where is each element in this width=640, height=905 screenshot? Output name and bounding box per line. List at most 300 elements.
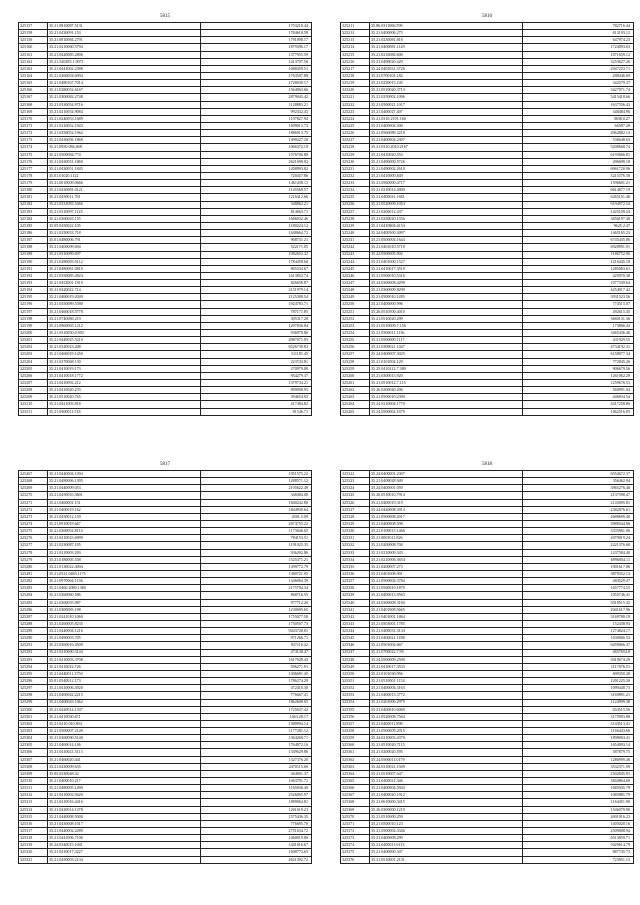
point-id-cell: 325281 xyxy=(19,570,48,577)
value-cell: 2151979.14 xyxy=(201,287,312,294)
coordinate-cell: 35.21.0500021.1017 xyxy=(370,101,523,108)
point-id-cell: 325286 xyxy=(19,606,48,613)
coordinate-cell: 35.21.0410017.3227 xyxy=(48,849,201,856)
point-id-cell: 325227 xyxy=(341,137,370,144)
value-cell: 826658.87 xyxy=(201,280,312,287)
coordinate-cell: 35.21.0510020.299 xyxy=(370,315,523,322)
value-cell: 1349629.80 xyxy=(201,749,312,756)
table-row xyxy=(19,620,312,627)
coordinate-cell: 35.21.0460001.151 xyxy=(48,499,201,506)
value-cell: 1753218.44 xyxy=(201,23,312,30)
table-row xyxy=(341,713,634,720)
value-cell: 1750507.73 xyxy=(201,620,312,627)
coordinate-cell: 35.24.0500002.1679 xyxy=(370,408,523,415)
value-cell: 968731.21 xyxy=(201,237,312,244)
coordinate-cell: 35.24.0400001.059 xyxy=(370,485,523,492)
point-id-cell: 325228 xyxy=(341,144,370,151)
table-row xyxy=(19,756,312,763)
point-id-cell: 325203 xyxy=(19,351,48,358)
table-row xyxy=(19,471,312,478)
value-cell: 1077339.64 xyxy=(523,280,634,287)
coordinate-cell: 35.21.0320023.208 xyxy=(48,344,201,351)
table-row xyxy=(19,585,312,592)
value-cell: 348484.96 xyxy=(523,108,634,115)
value-cell: 9443728.81 xyxy=(201,628,312,635)
value-cell: 1346064.39 xyxy=(201,578,312,585)
value-cell: 311181.45 xyxy=(201,351,312,358)
value-cell: 5415418.66 xyxy=(523,94,634,101)
point-id-cell: 325268 xyxy=(19,478,48,485)
value-cell: 305317.28 xyxy=(201,315,312,322)
coordinate-cell: 35.21.0500011.518 xyxy=(48,408,201,415)
table-row xyxy=(341,358,634,365)
table-row xyxy=(19,663,312,670)
coordinate-cell: 35.21.0331083.5466 xyxy=(48,201,201,208)
coordinate-cell: 35.21.0200012.437 xyxy=(370,208,523,215)
coordinate-cell: 35.21.0410092.212 xyxy=(48,380,201,387)
value-cell: 348862.21 xyxy=(201,201,312,208)
coordinate-cell: 35.21.0260016.4500 xyxy=(48,642,201,649)
value-cell: 613193.12 xyxy=(523,30,634,37)
value-cell: 6193666.81 xyxy=(523,151,634,158)
coordinate-cell: 35.21.0310050.0.903 xyxy=(48,330,201,337)
value-cell: 1259676.53 xyxy=(523,380,634,387)
value-cell: 3532371.99 xyxy=(523,763,634,770)
value-cell: 5018515.45 xyxy=(523,599,634,606)
coordinate-cell: 35.21.0330054.9716 xyxy=(48,101,201,108)
table-row xyxy=(19,265,312,272)
point-id-cell: 325335 xyxy=(341,563,370,570)
coordinate-cell: 35.21.0500008.2017 xyxy=(370,513,523,520)
value-cell: 1637556.43 xyxy=(523,101,634,108)
table-row xyxy=(19,380,312,387)
table-row xyxy=(341,528,634,535)
coordinate-cell: 35.21.0430091.153 xyxy=(48,30,201,37)
value-cell: 1889064.81 xyxy=(201,799,312,806)
value-cell: 1724093.63 xyxy=(523,44,634,51)
point-id-cell: 325220 xyxy=(341,87,370,94)
point-id-cell: 325349 xyxy=(341,663,370,670)
table-row xyxy=(19,492,312,499)
value-cell: 270979.80 xyxy=(201,365,312,372)
table-row xyxy=(19,237,312,244)
table-row xyxy=(341,806,634,813)
value-cell: 787171.85 xyxy=(201,308,312,315)
table-row xyxy=(19,649,312,656)
point-id-cell: 325207 xyxy=(19,380,48,387)
table-row xyxy=(19,792,312,799)
table-row xyxy=(19,351,312,358)
point-id-cell: 325217 xyxy=(341,65,370,72)
coordinate-cell: 35.21.0400004.2307 xyxy=(370,137,523,144)
coordinate-cell: 35.21.0400021.346 xyxy=(370,778,523,785)
coordinate-cell: 35.26.0510010.7914 xyxy=(370,492,523,499)
table-row xyxy=(341,294,634,301)
coordinate-cell: 35.01.0540012.173 xyxy=(48,678,201,685)
point-id-cell: 325364 xyxy=(341,770,370,777)
coordinate-cell: 35.21.0400011.6113 xyxy=(370,842,523,849)
coordinate-cell: 35.21.0450010.3601 xyxy=(48,492,201,499)
coordinate-cell: 35.21.0410006.4920 xyxy=(48,685,201,692)
table-row xyxy=(341,372,634,379)
value-cell: 1657774.55 xyxy=(523,585,634,592)
coordinate-cell: 35.21.0490003.705 xyxy=(48,635,201,642)
value-cell: 1286999.46 xyxy=(523,756,634,763)
point-id-cell: 325333 xyxy=(341,549,370,556)
table-row xyxy=(341,58,634,65)
point-id-cell: 325242 xyxy=(341,244,370,251)
point-id-cell: 325353 xyxy=(341,692,370,699)
coordinate-cell: 35.21.0480167.7014 xyxy=(48,80,201,87)
value-cell: 782716.44 xyxy=(523,23,634,30)
table-row xyxy=(19,394,312,401)
table-row xyxy=(341,265,634,272)
value-cell: 865334.67 xyxy=(201,265,312,272)
coordinate-cell: 35.21.0501004.667 xyxy=(370,642,523,649)
coordinate-cell: 35.21.0010009.0666 xyxy=(48,180,201,187)
point-id-cell: 325320 xyxy=(19,849,48,856)
point-id-cell: 325163 xyxy=(19,65,48,72)
coordinate-cell: 35.21.0401001.1864 xyxy=(370,613,523,620)
value-cell: 6961720.96 xyxy=(523,165,634,172)
point-id-cell: 325245 xyxy=(341,265,370,272)
point-id-cell: 325374 xyxy=(341,842,370,849)
table-row xyxy=(19,365,312,372)
point-id-cell: 325210 xyxy=(19,401,48,408)
value-cell: 1399772.79 xyxy=(201,563,312,570)
value-cell: 2221376.60 xyxy=(523,542,634,549)
table-row xyxy=(341,351,634,358)
table-row xyxy=(341,692,634,699)
value-cell: 1261062.29 xyxy=(523,372,634,379)
value-cell: 3988344.96 xyxy=(523,520,634,527)
table-row xyxy=(341,792,634,799)
coordinate-cell: 35.05.0330048.32 xyxy=(48,770,201,777)
value-cell: 3019674.29 xyxy=(523,656,634,663)
value-cell: 1698773.65 xyxy=(201,849,312,856)
coordinate-cell: 35.21.0410023.6999 xyxy=(48,535,201,542)
coordinate-cell: 35.21.0500009.2015 xyxy=(370,728,523,735)
point-id-cell: 325169 xyxy=(19,108,48,115)
table-row xyxy=(341,778,634,785)
value-cell: 5029614.79 xyxy=(523,842,634,849)
coordinate-cell: 35.21.0510012.7.115 xyxy=(370,380,523,387)
point-id-cell: 325158 xyxy=(19,30,48,37)
coordinate-cell: 35.21.0500010.123 xyxy=(370,820,523,827)
point-id-cell: 325327 xyxy=(341,506,370,513)
value-cell: 3144513.41 xyxy=(523,720,634,727)
table-row xyxy=(341,87,634,94)
coordinate-cell: 35.21.0400004.3163 xyxy=(370,685,523,692)
table-row xyxy=(19,770,312,777)
table-row xyxy=(341,380,634,387)
coordinate-cell: 35.21.0460018.5778 xyxy=(48,308,201,315)
table-row xyxy=(19,344,312,351)
coordinate-cell: 35.21.0420014.1337 xyxy=(48,706,201,713)
table-row xyxy=(341,556,634,563)
table-row xyxy=(341,172,634,179)
table-row xyxy=(341,222,634,229)
table-row xyxy=(341,137,634,144)
point-id-cell: 325161 xyxy=(19,51,48,58)
coordinate-cell: 35.24.0500009.2590 xyxy=(370,656,523,663)
table-row xyxy=(341,742,634,749)
point-id-cell: 325375 xyxy=(341,849,370,856)
table-row xyxy=(19,542,312,549)
point-id-cell: 325181 xyxy=(19,194,48,201)
value-cell: 1441016.67 xyxy=(201,842,312,849)
coordinate-cell: 35.21.0260060.586 xyxy=(48,592,201,599)
table-row xyxy=(19,520,312,527)
value-cell: 394654.83 xyxy=(201,394,312,401)
value-cell: 417484.82 xyxy=(201,401,312,408)
table-row xyxy=(19,401,312,408)
coordinate-cell: 35.21.0216084.600 xyxy=(370,51,523,58)
point-id-cell: 325361 xyxy=(341,749,370,756)
value-cell: 1886913.75 xyxy=(201,130,312,137)
table-row xyxy=(19,108,312,115)
value-cell: 1460019.80 xyxy=(201,835,312,842)
coordinate-cell: 35.21.0410060.5794 xyxy=(48,44,201,51)
coordinate-cell: 35.21.0440004.1394 xyxy=(48,471,201,478)
value-cell: 6526739.83 xyxy=(201,344,312,351)
coordinate-cell: 35.21.0260054.8114 xyxy=(48,528,201,535)
table-row xyxy=(19,72,312,79)
coordinate-cell: 35.21.0440009.053 xyxy=(48,485,201,492)
coordinate-cell: 35.21.0250053.718 xyxy=(48,230,201,237)
point-id-cell: 325253 xyxy=(341,322,370,329)
point-id-cell: 325264 xyxy=(341,401,370,408)
table-row xyxy=(19,65,312,72)
point-id-cell: 325187 xyxy=(19,237,48,244)
point-id-cell: 325294 xyxy=(19,663,48,670)
point-id-cell: 325213 xyxy=(341,37,370,44)
point-id-cell: 325329 xyxy=(341,520,370,527)
point-id-cell: 325172 xyxy=(19,130,48,137)
coordinate-cell: 35.21.0401008.5665 xyxy=(370,606,523,613)
value-cell: 699350.28 xyxy=(523,670,634,677)
point-id-cell: 325332 xyxy=(341,542,370,549)
coordinate-cell: 35.21.0300009.8299 xyxy=(370,287,523,294)
table-row xyxy=(19,194,312,201)
value-cell: 1898063.41 xyxy=(523,735,634,742)
point-id-cell: 325296 xyxy=(19,678,48,685)
table-row xyxy=(19,499,312,506)
table-row xyxy=(19,778,312,785)
point-id-cell: 325178 xyxy=(19,172,48,179)
value-cell: 6265101.46 xyxy=(523,194,634,201)
point-id-cell: 325221 xyxy=(341,94,370,101)
point-id-cell: 325357 xyxy=(341,720,370,727)
coordinate-cell: 35.21.0960065.1212 xyxy=(48,322,201,329)
table-row xyxy=(19,372,312,379)
point-id-cell: 325239 xyxy=(341,222,370,229)
table-row xyxy=(341,649,634,656)
point-id-cell: 325175 xyxy=(19,151,48,158)
point-id-cell: 325299 xyxy=(19,699,48,706)
table-row xyxy=(341,322,634,329)
point-id-cell: 325359 xyxy=(341,735,370,742)
table-row xyxy=(19,137,312,144)
table-row xyxy=(341,542,634,549)
coordinate-cell: 35.21.0450012.159 xyxy=(48,513,201,520)
point-id-cell: 325180 xyxy=(19,187,48,194)
coordinate-cell: 35.21.0410000.3144 xyxy=(48,649,201,656)
table-row xyxy=(341,585,634,592)
coordinate-cell: 35.21.0400008.598 xyxy=(370,520,523,527)
coordinate-cell: 35.21.0400010.217 xyxy=(48,778,201,785)
table-row xyxy=(341,656,634,663)
coordinate-cell: 35.21.0270068.130 xyxy=(48,358,201,365)
coordinate-cell: 35.21.0350085.4824 xyxy=(48,272,201,279)
value-cell: 298446.69 xyxy=(523,72,634,79)
table-row xyxy=(341,756,634,763)
point-id-cell: 325342 xyxy=(341,613,370,620)
point-id-cell: 325298 xyxy=(19,692,48,699)
point-id-cell: 325254 xyxy=(341,330,370,337)
table-row xyxy=(19,599,312,606)
point-id-cell: 325356 xyxy=(341,713,370,720)
coordinate-cell: 35.21.0310.2191.160 xyxy=(370,115,523,122)
coordinate-cell: 35.21.0400014.146 xyxy=(48,742,201,749)
value-cell: 1924783.71 xyxy=(201,301,312,308)
value-cell: 1685945.79 xyxy=(523,785,634,792)
table-row xyxy=(341,251,634,258)
point-id-cell: 325368 xyxy=(341,799,370,806)
point-id-cell: 325258 xyxy=(341,358,370,365)
point-id-cell: 325173 xyxy=(19,137,48,144)
point-id-cell: 325166 xyxy=(19,87,48,94)
table-row xyxy=(341,663,634,670)
coordinate-cell: 35.21.0210009.343 xyxy=(370,549,523,556)
value-cell: 66597.28 xyxy=(523,122,634,129)
coordinate-cell: 35.24.0300008.4299 xyxy=(370,280,523,287)
table-row xyxy=(341,485,634,492)
point-id-cell: 325308 xyxy=(19,763,48,770)
coordinate-cell: 35.21.0130022.4004 xyxy=(48,563,201,570)
table-row xyxy=(19,706,312,713)
point-id-cell: 325192 xyxy=(19,272,48,279)
point-id-cell: 325282 xyxy=(19,578,48,585)
table-row xyxy=(19,692,312,699)
value-cell: 1525371.21 xyxy=(201,556,312,563)
coordinate-cell: 35.21.0400008.299 xyxy=(370,835,523,842)
table-row xyxy=(19,201,312,208)
point-id-cell: 325184 xyxy=(19,215,48,222)
point-id-cell: 325265 xyxy=(341,408,370,415)
table-row xyxy=(341,785,634,792)
value-cell: 1380721.05 xyxy=(201,570,312,577)
coordinate-cell: 35.21.0200007.273 xyxy=(370,563,523,570)
point-id-cell: 325290 xyxy=(19,635,48,642)
point-id-cell: 325223 xyxy=(341,108,370,115)
coordinate-cell: 35.21.0240053.1689 xyxy=(48,115,201,122)
table-row xyxy=(19,642,312,649)
coordinate-cell: 35.21.0250015.105 xyxy=(370,80,523,87)
point-id-cell: 325218 xyxy=(341,72,370,79)
point-id-cell: 325200 xyxy=(19,330,48,337)
table-row xyxy=(341,749,634,756)
value-cell: 1297836.84 xyxy=(201,322,312,329)
coordinate-cell: 35.86.0311006.599 xyxy=(370,23,523,30)
value-cell: 1379734.21 xyxy=(201,380,312,387)
point-id-cell: 325174 xyxy=(19,144,48,151)
value-cell: 1377955.59 xyxy=(201,51,312,58)
coordinate-cell: 35.21.0970064.1136 xyxy=(48,578,201,585)
coordinate-cell: 35.21.0260054.6094 xyxy=(48,72,201,79)
point-id-cell: 325348 xyxy=(341,656,370,663)
value-cell: 971266.71 xyxy=(201,635,312,642)
coordinate-cell: 35.21.0250052.1962 xyxy=(48,130,201,137)
value-cell: 1288571.12 xyxy=(201,478,312,485)
value-cell: 2674755.22 xyxy=(201,520,312,527)
coordinate-cell: 35.24.0420008.3914 xyxy=(370,506,523,513)
point-id-cell: 325201 xyxy=(19,337,48,344)
point-id-cell: 325309 xyxy=(19,770,48,777)
table-row xyxy=(19,387,312,394)
value-cell: 3838.0.27 xyxy=(523,115,634,122)
table-row xyxy=(19,856,312,863)
coordinate-cell: 35.21.0350089.5580 xyxy=(48,301,201,308)
coordinate-cell: 35.21.0560000.4717 xyxy=(370,180,523,187)
point-id-cell: 325199 xyxy=(19,322,48,329)
point-id-cell: 325162 xyxy=(19,58,48,65)
value-cell: 1216412.66 xyxy=(201,194,312,201)
table-row xyxy=(19,51,312,58)
value-cell: 2879043.42 xyxy=(201,94,312,101)
value-cell: 774515.07 xyxy=(523,301,634,308)
table-row xyxy=(19,101,312,108)
coordinate-cell: 35.21.0430051.1845 xyxy=(48,165,201,172)
table-row xyxy=(341,835,634,842)
coordinate-cell: 35.21.0440008.5000 xyxy=(48,813,201,820)
value-cell: 1463.20.17 xyxy=(201,713,312,720)
coordinate-cell: 35.21.0430056.1868 xyxy=(48,137,201,144)
point-id-cell: 325350 xyxy=(341,670,370,677)
table-row xyxy=(19,37,312,44)
value-cell: 1596601.21 xyxy=(523,180,634,187)
point-id-cell: 325205 xyxy=(19,365,48,372)
value-cell: 2062882.14 xyxy=(523,130,634,137)
value-cell: 776667.41 xyxy=(201,692,312,699)
coordinate-cell: 35.21.0400013.9563 xyxy=(370,592,523,599)
coordinate-cell: 35.21.0400081.1149 xyxy=(370,44,523,51)
value-cell: 1165836.40 xyxy=(201,785,312,792)
point-id-cell: 325325 xyxy=(341,492,370,499)
point-id-cell: 325259 xyxy=(341,365,370,372)
value-cell: 3965276.46 xyxy=(523,485,634,492)
coordinate-cell: 35.24.0340015.1041 xyxy=(48,842,201,849)
coordinate-cell: 35.21.0450011.781 xyxy=(48,194,201,201)
table-row xyxy=(341,706,634,713)
table-row xyxy=(19,358,312,365)
point-id-cell: 325246 xyxy=(341,272,370,279)
coordinate-cell: 35.21.0310.2010.2167 xyxy=(370,144,523,151)
table-row xyxy=(341,80,634,87)
point-id-cell: 325211 xyxy=(341,23,370,30)
table-row xyxy=(19,158,312,165)
point-id-cell: 325247 xyxy=(341,280,370,287)
coordinate-cell: 35.21.0503001.1785 xyxy=(370,620,523,627)
value-cell: 2125308.54 xyxy=(201,294,312,301)
value-cell: 2143095.81 xyxy=(523,499,634,506)
table-row xyxy=(19,785,312,792)
value-cell: 6194972.54 xyxy=(523,201,634,208)
value-cell: 3465436.46 xyxy=(523,330,634,337)
table-row xyxy=(341,101,634,108)
value-cell: 1186752.96 xyxy=(523,251,634,258)
value-cell: 1405020.16 xyxy=(523,820,634,827)
